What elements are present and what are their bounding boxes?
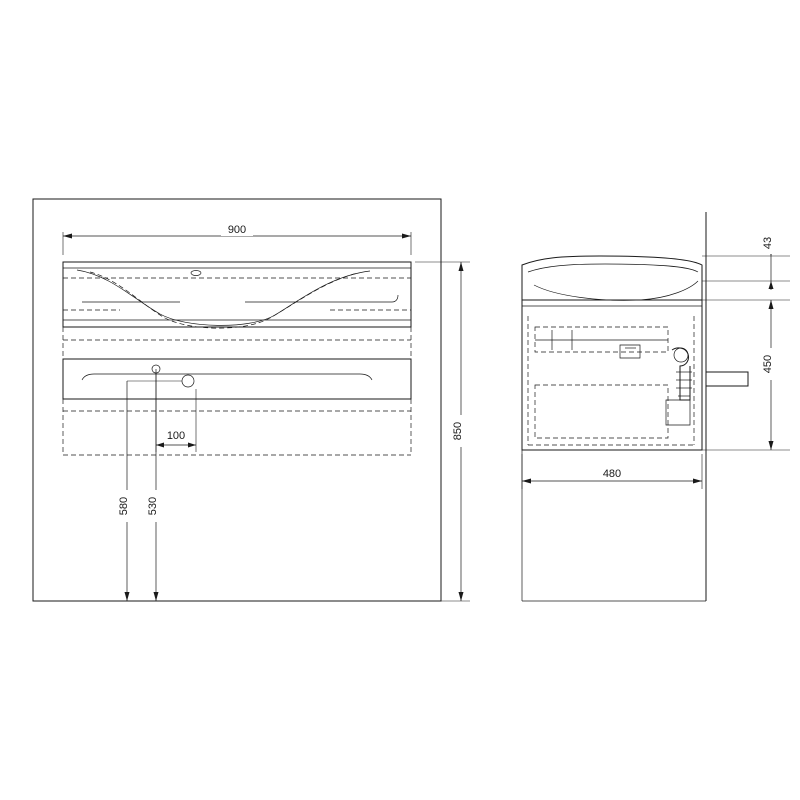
trap-bend (674, 348, 688, 362)
waste-trap (672, 348, 690, 400)
dimension-450 (702, 300, 790, 450)
label-850: 850 (452, 421, 464, 441)
label-100: 100 (166, 430, 186, 442)
dimension-530 (143, 369, 169, 601)
label-450: 450 (762, 354, 774, 374)
wall-outlet (706, 372, 748, 386)
lower-drawer-handle (82, 374, 372, 380)
waste-outlet-mark (182, 375, 194, 387)
label-530: 530 (147, 496, 159, 516)
front-view (33, 199, 474, 601)
arrow-900-right (402, 234, 411, 239)
label-480: 480 (602, 468, 622, 480)
arrow-850-top (459, 262, 464, 271)
front-wall-panel (33, 199, 441, 601)
arrow-450-bottom (769, 441, 774, 450)
side-view (522, 212, 790, 601)
side-basin-bowl (534, 281, 698, 300)
basin-top (63, 262, 411, 327)
arrow-580-bottom (125, 592, 130, 601)
arrow-480-left (522, 479, 531, 484)
upper-drawer-handle-right (245, 295, 398, 302)
arrow-100-right (188, 443, 196, 448)
dimension-43 (702, 232, 790, 290)
arrow-530-bottom (154, 592, 159, 601)
arrow-850-bottom (459, 592, 464, 601)
tap-hole (191, 271, 201, 276)
side-basin-inner-contour (528, 264, 698, 272)
side-upper-drawer-hidden (535, 327, 668, 352)
side-lower-drawer-hidden (535, 385, 668, 438)
arrow-900-left (63, 234, 72, 239)
side-fitting-block (620, 345, 640, 358)
dimension-850 (415, 262, 474, 601)
label-900: 900 (227, 224, 247, 236)
lower-drawer (63, 359, 411, 399)
dimension-480 (522, 454, 702, 489)
label-580: 580 (118, 496, 130, 516)
arrow-450-top (769, 300, 774, 309)
dimension-900 (63, 222, 411, 255)
dimension-100 (156, 373, 196, 452)
label-43: 43 (762, 236, 774, 250)
side-cabinet-body (522, 300, 702, 450)
arrow-100-left (156, 443, 164, 448)
arrow-480-right (693, 479, 702, 484)
arrow-43-bottom (769, 281, 774, 289)
waste-outlet-box (666, 400, 690, 425)
